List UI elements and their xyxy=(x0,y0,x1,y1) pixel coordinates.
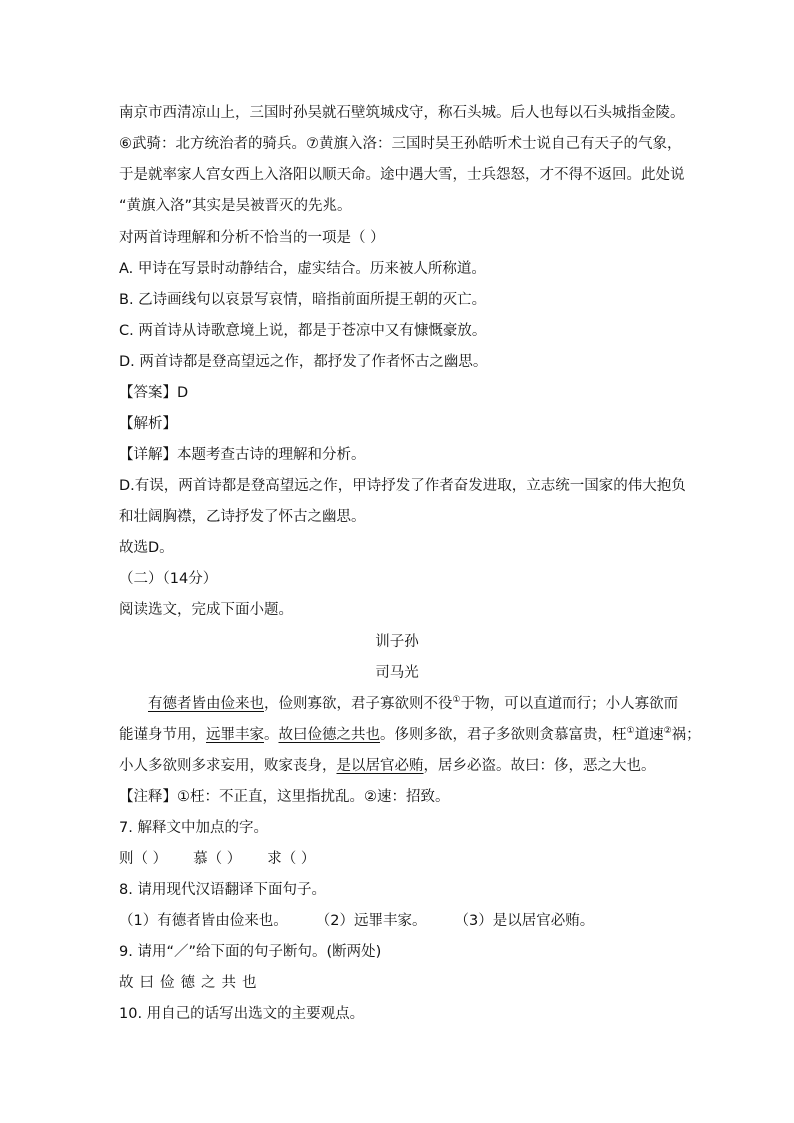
passage-line-1 xyxy=(148,694,678,714)
question-8-items xyxy=(119,911,594,931)
passage-text: ，俭则寡欲，君子寡欲则不役 xyxy=(264,696,453,712)
question-7: 7. 解释文中加点的字。 xyxy=(119,820,268,836)
underlined-sentence-4: 是以居官必贿 xyxy=(336,758,424,774)
q7-blank-2[interactable]: 慕（ ） xyxy=(193,851,242,867)
question-10: 10. 用自己的话写出选文的主要观点。 xyxy=(119,1006,365,1022)
choice: 故选D。 xyxy=(119,540,174,556)
passage-text: 。侈则多欲，君子多欲则贪慕富贵，枉 xyxy=(380,727,627,743)
note-line-4: “黄旗入洛”其实是吴被晋灭的先兆。 xyxy=(119,198,352,214)
question-7-items xyxy=(119,849,315,869)
option-c: C. 两首诗从诗歌意境上说，都是于苍凉中又有慷慨豪放。 xyxy=(119,323,487,339)
passage-text: ，居乡必盗。故曰：侈，恶之大也。 xyxy=(423,758,656,774)
note-line-2: ⑥武骑：北方统治者的骑兵。⑦黄旗入洛：三国时吴王孙皓听术士说自己有天子的气象， xyxy=(119,136,682,152)
annotation: 【注释】①枉：不正直，这里指扰乱。②速：招致。 xyxy=(119,789,450,805)
question-8: 8. 请用现代汉语翻译下面句子。 xyxy=(119,882,326,898)
passage-author: 司马光 xyxy=(375,665,419,681)
option-d: D. 两首诗都是登高望远之作，都抒发了作者怀古之幽思。 xyxy=(119,354,488,370)
passage-text: 于物，可以直道而行；小人寡欲而 xyxy=(460,696,679,712)
question-stem: 对两首诗理解和分析不恰当的一项是（ ） xyxy=(119,230,385,246)
passage-text: 道速 xyxy=(634,727,664,743)
passage-line-3 xyxy=(119,756,656,776)
q7-blank-3[interactable]: 求（ ） xyxy=(267,851,316,867)
footnote-marker: ② xyxy=(663,726,672,737)
passage-line-2 xyxy=(119,725,701,745)
detail: 【详解】本题考查古诗的理解和分析。 xyxy=(119,447,366,463)
option-a: A. 甲诗在写景时动静结合，虚实结合。历来被人所称道。 xyxy=(119,261,486,277)
q7-blank-1[interactable]: 则（ ） xyxy=(119,851,168,867)
q8-item-1: （1）有德者皆由俭来也。 xyxy=(119,913,288,929)
instruction: 阅读选文，完成下面小题。 xyxy=(119,602,293,618)
passage-text: 。 xyxy=(264,727,279,743)
option-b: B. 乙诗画线句以哀景写哀情，暗指前面所提王朝的灭亡。 xyxy=(119,292,487,308)
footnote-marker: ① xyxy=(452,695,461,706)
note-line-1: 南京市西清凉山上，三国时孙吴就石壁筑城戍守，称石头城。后人也每以石头城指金陵。 xyxy=(119,105,685,121)
question-9-sentence: 故曰俭德之共也 xyxy=(119,975,263,991)
underlined-sentence-1: 有德者皆由俭来也 xyxy=(148,696,264,712)
passage-text: 祸； xyxy=(671,727,701,743)
passage-text: 小人多欲则多求妄用，败家丧身， xyxy=(119,758,337,774)
explain-line-1: D.有误，两首诗都是登高望远之作，甲诗抒发了作者奋发进取，立志统一国家的伟大抱负 xyxy=(119,478,686,494)
question-9: 9. 请用“／”给下面的句子断句。(断两处) xyxy=(119,944,382,960)
passage-title: 训子孙 xyxy=(375,634,419,650)
explain-line-2: 和壮阔胸襟，乙诗抒发了怀古之幽思。 xyxy=(119,509,366,525)
passage-text: 能谨身节用， xyxy=(119,727,206,743)
q8-item-2: （2）远罪丰家。 xyxy=(315,913,427,929)
analysis-heading: 【解析】 xyxy=(119,416,177,432)
footnote-marker: ① xyxy=(626,726,635,737)
q8-item-3: （3）是以居官必贿。 xyxy=(454,913,595,929)
section-heading: （二）（14分） xyxy=(119,571,218,587)
answer: 【答案】D xyxy=(119,385,189,401)
underlined-sentence-2: 远罪丰家 xyxy=(206,727,264,743)
note-line-3: 于是就率家人宫女西上入洛阳以顺天命。途中遇大雪，士兵怨怒，才不得不返回。此处说 xyxy=(119,167,685,183)
underlined-sentence-3: 故曰俭德之共也 xyxy=(278,727,380,743)
